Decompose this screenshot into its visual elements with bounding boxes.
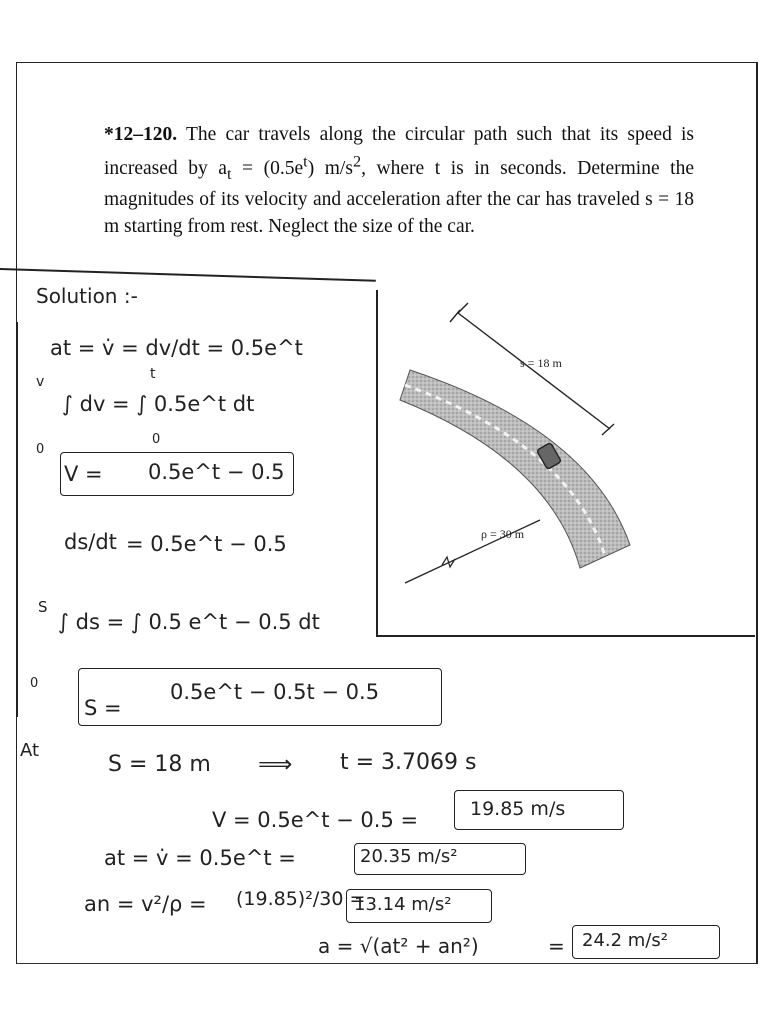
integral-position: ∫ ds = ∫ 0.5 e^t − 0.5 dt xyxy=(58,610,320,634)
v-equation: V = 0.5e^t − 0.5 = xyxy=(212,808,419,832)
at-equation: at = v̇ = 0.5e^t = xyxy=(104,846,296,870)
s-equals-18: S = 18 m xyxy=(108,752,211,777)
v-result-lhs: V = xyxy=(64,462,103,486)
v-result-rhs: 0.5e^t − 0.5 xyxy=(148,460,285,484)
problem-statement xyxy=(104,122,694,240)
circular-path-figure xyxy=(380,300,670,620)
at-value: 20.35 m/s² xyxy=(360,846,458,867)
implies-arrow: ⟹ xyxy=(258,750,293,778)
at-definition: at = v̇ = dv/dt = 0.5e^t xyxy=(50,336,303,360)
an-value: 13.14 m/s² xyxy=(354,894,452,915)
radius-label: ρ = 30 m xyxy=(481,527,525,541)
a-equation: a = √(at² + an²) xyxy=(318,934,479,958)
an-equation: an = v²/ρ = xyxy=(84,892,207,916)
solution-heading: Solution :- xyxy=(36,284,138,308)
at-condition-label: At xyxy=(20,740,40,761)
problem-number: *12–120. xyxy=(104,124,178,145)
s-result-rhs: 0.5e^t − 0.5t − 0.5 xyxy=(170,680,380,704)
figure-border-left xyxy=(376,290,378,635)
a-equals-sign: = xyxy=(548,934,565,958)
problem-text: The car travels along the circular path such that its speed is increased by $a_t = (0.5e^t)$ $m/s^2$, where t is in seconds. Determine the magnitudes of its velocity and acceleration after the car has traveled s = 18 m starting from rest. Neglect the size of the car. xyxy=(104,124,695,237)
t-lower-limit: 0 xyxy=(152,432,161,447)
ds-dt-rhs: = 0.5e^t − 0.5 xyxy=(126,532,287,556)
s-upper-limit: S xyxy=(38,598,48,616)
s-lower-limit: 0 xyxy=(30,676,39,691)
v-upper-limit: v xyxy=(36,374,45,390)
margin-line xyxy=(16,322,18,717)
t-result: t = 3.7069 s xyxy=(340,750,477,775)
t-upper-limit: t xyxy=(150,366,156,382)
arc-label: s = 18 m xyxy=(520,356,562,370)
v-value: 19.85 m/s xyxy=(470,798,566,820)
ds-dt-lhs: ds/dt xyxy=(64,530,117,554)
a-value: 24.2 m/s² xyxy=(582,930,668,951)
s-result-lhs: S = xyxy=(84,696,122,720)
v-lower-limit: 0 xyxy=(36,442,45,457)
figure-border-bottom xyxy=(376,635,755,637)
integral-velocity: ∫ dv = ∫ 0.5e^t dt xyxy=(62,392,255,416)
an-substitution: (19.85)²/30 = xyxy=(236,888,366,910)
